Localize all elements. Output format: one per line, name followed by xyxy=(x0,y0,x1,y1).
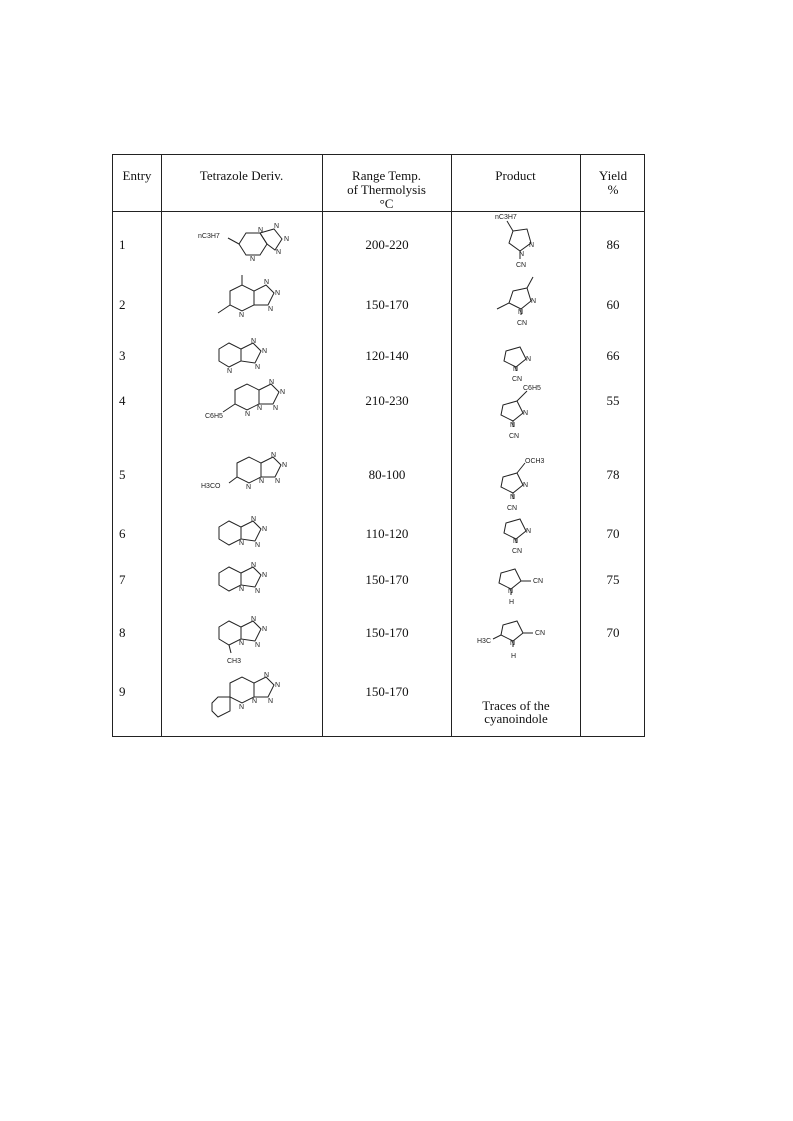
atom-label: N xyxy=(275,290,281,297)
header-deriv-label: Tetrazole Deriv. xyxy=(199,168,284,183)
atom-label: N xyxy=(529,242,535,249)
row-3-product-n-group: CN xyxy=(512,376,523,383)
row-5-entry: 5 xyxy=(119,467,126,482)
row-5-product-substituent: OCH3 xyxy=(525,458,545,465)
atom-label: N xyxy=(255,542,261,549)
row-8-deriv-substituent: CH3 xyxy=(227,658,242,665)
header-entry xyxy=(113,155,161,211)
atom-label: N xyxy=(274,223,280,230)
atom-label: N xyxy=(276,249,282,256)
row-6-tetrazole-structure xyxy=(213,515,293,555)
row-5-product-n-group: CN xyxy=(507,505,518,512)
row-4-deriv-substituent: C6H5 xyxy=(205,413,223,420)
atom-label: N xyxy=(523,482,529,489)
atom-label: N xyxy=(284,236,290,243)
row-9-note-line2: cyanoindole xyxy=(484,711,548,726)
row-7-product-substituent: CN xyxy=(533,578,544,585)
row-2-tetrazole-structure xyxy=(208,273,288,323)
header-temp-line2: of Thermolysis xyxy=(347,182,426,197)
atom-label: N xyxy=(246,484,252,491)
header-divider xyxy=(113,211,644,212)
atom-label: N xyxy=(268,306,274,313)
row-1-entry: 1 xyxy=(119,237,126,252)
atom-label: N xyxy=(239,586,245,593)
atom-label: N xyxy=(251,338,257,345)
header-product xyxy=(451,155,580,211)
atom-label: N xyxy=(518,309,524,316)
atom-label: N xyxy=(275,478,281,485)
row-8-temp: 150-170 xyxy=(365,625,409,640)
row-4-tetrazole-structure xyxy=(201,380,301,425)
header-yield-unit: % xyxy=(607,182,619,197)
atom-label: N xyxy=(255,588,261,595)
row-4-yield: 55 xyxy=(606,393,620,408)
atom-label: N xyxy=(271,452,277,459)
atom-label: N xyxy=(251,562,257,569)
row-7-entry: 7 xyxy=(119,572,126,587)
row-6-entry: 6 xyxy=(119,526,126,541)
row-4-product-substituent: C6H5 xyxy=(523,385,541,392)
row-6-product-n-group: CN xyxy=(512,548,523,555)
atom-label: N xyxy=(510,494,516,501)
atom-label: N xyxy=(239,312,245,319)
atom-label: N xyxy=(259,478,265,485)
row-7-temp: 150-170 xyxy=(365,572,409,587)
atom-label: N xyxy=(508,588,514,595)
atom-label: N xyxy=(510,640,516,647)
atom-label: N xyxy=(273,405,279,412)
row-5-yield: 78 xyxy=(606,467,620,482)
row-3-product-structure xyxy=(496,339,556,384)
row-6-yield: 70 xyxy=(606,526,620,541)
atom-label: N xyxy=(262,572,268,579)
row-3-yield: 66 xyxy=(606,348,620,363)
atom-label: N xyxy=(255,364,261,371)
atom-label: N xyxy=(510,422,516,429)
row-2-yield: 60 xyxy=(606,297,620,312)
atom-label: N xyxy=(513,366,519,373)
row-8-product-n-group: H xyxy=(511,653,517,660)
atom-label: N xyxy=(245,411,251,418)
atom-label: N xyxy=(255,642,261,649)
row-1-product-n-group: CN xyxy=(516,262,527,269)
row-6-temp: 110-120 xyxy=(365,526,409,541)
header-temp-unit: °C xyxy=(379,196,394,211)
row-1-yield: 86 xyxy=(606,237,620,252)
atom-label: N xyxy=(257,405,263,412)
row-3-tetrazole-structure xyxy=(213,337,293,377)
atom-label: N xyxy=(250,256,256,263)
row-8-yield: 70 xyxy=(606,625,620,640)
atom-label: N xyxy=(519,251,525,258)
row-7-product-n-group: H xyxy=(509,599,515,606)
header-entry-label: Entry xyxy=(122,168,152,183)
atom-label: N xyxy=(280,389,286,396)
row-2-product-n-group: CN xyxy=(517,320,528,327)
row-9-temp: 150-170 xyxy=(365,684,409,699)
atom-label: N xyxy=(523,410,529,417)
header-yield-line1: Yield xyxy=(598,168,628,183)
column-divider xyxy=(161,155,162,736)
atom-label: N xyxy=(251,516,257,523)
atom-label: N xyxy=(258,227,264,234)
row-4-product-n-group: CN xyxy=(509,433,520,440)
row-4-product-structure xyxy=(493,383,563,443)
atom-label: N xyxy=(264,279,270,286)
row-9-entry: 9 xyxy=(119,684,126,699)
atom-label: N xyxy=(513,538,519,545)
atom-label: N xyxy=(251,616,257,623)
row-3-temp: 120-140 xyxy=(365,348,409,363)
row-8-tetrazole-structure xyxy=(213,615,293,667)
atom-label: N xyxy=(526,528,532,535)
row-8-product-structure xyxy=(475,615,575,665)
atom-label: N xyxy=(262,526,268,533)
row-7-tetrazole-structure xyxy=(213,561,293,601)
row-1-tetrazole-structure xyxy=(198,223,308,268)
atom-label: N xyxy=(275,682,281,689)
row-9-tetrazole-structure xyxy=(208,673,298,728)
row-5-deriv-substituent: H3CO xyxy=(201,483,221,490)
atom-label: N xyxy=(531,298,537,305)
header-deriv xyxy=(161,155,322,211)
atom-label: N xyxy=(262,348,268,355)
header-temp-line1: Range Temp. xyxy=(352,168,421,183)
row-2-temp: 150-170 xyxy=(365,297,409,312)
column-divider xyxy=(451,155,452,736)
atom-label: N xyxy=(268,698,274,705)
row-1-temp: 200-220 xyxy=(365,237,409,252)
data-table xyxy=(112,154,645,737)
header-yield xyxy=(580,155,646,211)
row-7-yield: 75 xyxy=(606,572,620,587)
row-9-product-note xyxy=(452,699,580,725)
atom-label: N xyxy=(269,379,275,386)
atom-label: N xyxy=(526,356,532,363)
row-6-product-structure xyxy=(496,513,556,558)
atom-label: N xyxy=(239,704,245,711)
atom-label: N xyxy=(239,540,245,547)
atom-label: N xyxy=(252,698,258,705)
header-product-label: Product xyxy=(495,168,536,183)
row-3-entry: 3 xyxy=(119,348,126,363)
row-1-product-structure xyxy=(483,213,563,273)
atom-label: N xyxy=(262,626,268,633)
row-2-product-structure xyxy=(493,273,563,328)
row-1-deriv-substituent: nC3H7 xyxy=(198,233,220,240)
row-2-entry: 2 xyxy=(119,297,126,312)
row-4-entry: 4 xyxy=(119,393,126,408)
row-5-temp: 80-100 xyxy=(368,467,406,482)
row-7-product-structure xyxy=(491,563,571,608)
header-temp xyxy=(322,155,451,211)
row-9-note-line1: Traces of the xyxy=(482,698,550,713)
atom-label: N xyxy=(239,640,245,647)
row-1-product-substituent: nC3H7 xyxy=(495,214,517,221)
row-4-temp: 210-230 xyxy=(365,393,409,408)
atom-label: N xyxy=(227,368,233,375)
row-8-product-left-substituent: H3C xyxy=(477,638,492,645)
row-8-entry: 8 xyxy=(119,625,126,640)
atom-label: N xyxy=(282,462,288,469)
row-8-product-substituent: CN xyxy=(535,630,546,637)
atom-label: N xyxy=(264,672,270,679)
row-5-tetrazole-structure xyxy=(201,452,301,495)
row-5-product-structure xyxy=(493,455,573,515)
